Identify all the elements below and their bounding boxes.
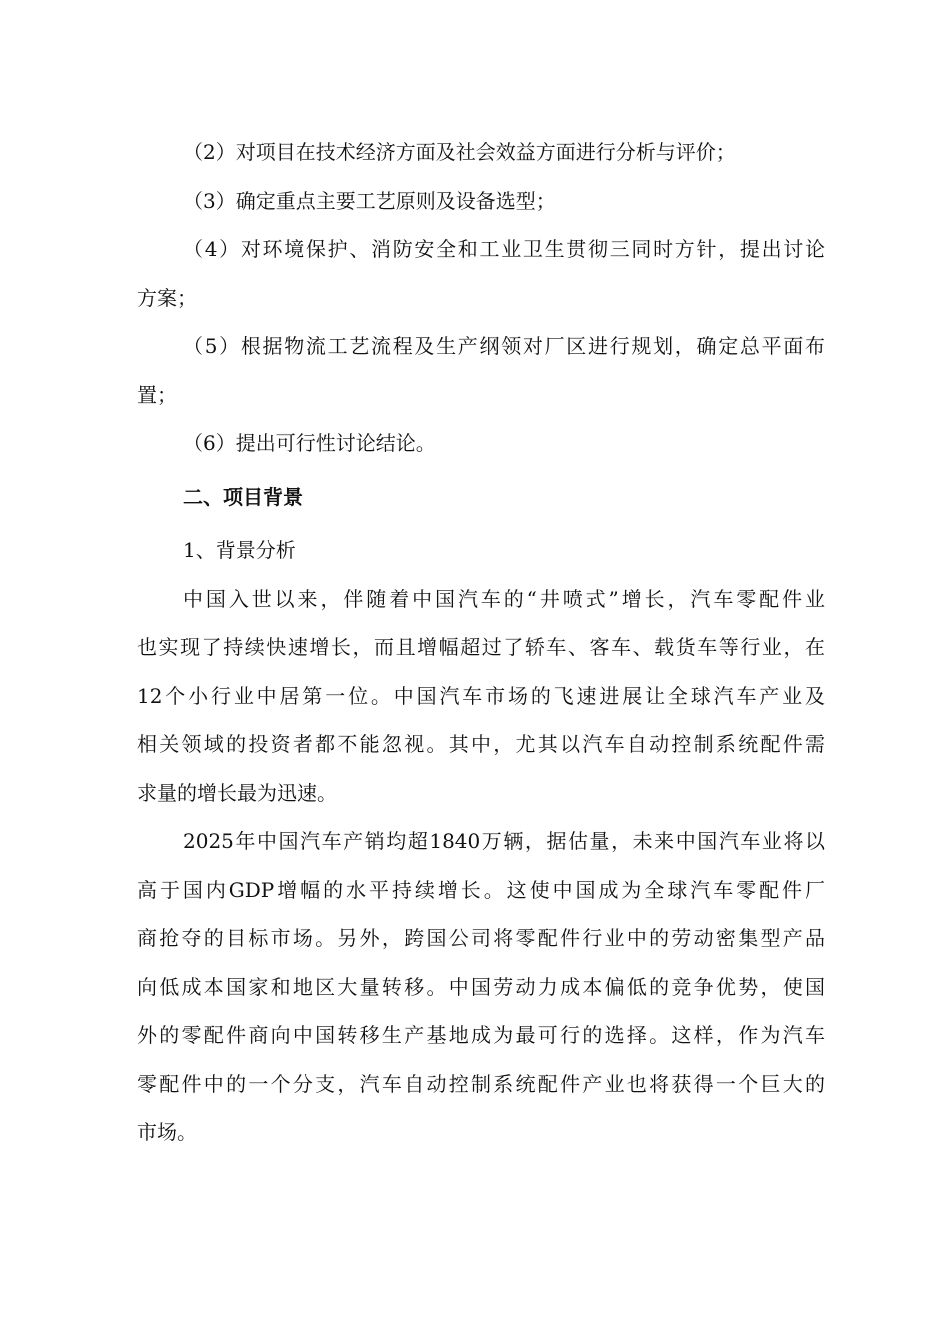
document-page [137, 128, 825, 1157]
list-item-2: （2）对项目在技术经济方面及社会效益方面进行分析与评价； [183, 140, 736, 164]
paragraph-2-line-5: 外的零配件商向中国转移生产基地成为最可行的选择。这样，作为汽车 [137, 1023, 825, 1047]
paragraph-1-line-1: 中国入世以来，伴随着中国汽车的“井喷式”增长，汽车零配件业 [183, 586, 825, 611]
list-item-4-continued: 方案； [137, 285, 197, 310]
paragraph-1-line-2: 也实现了持续快速增长，而且增幅超过了轿车、客车、载货车等行业，在 [137, 635, 825, 659]
paragraph-2-line-3: 商抢夺的目标市场。另外，跨国公司将零配件行业中的劳动密集型产品 [137, 926, 825, 950]
paragraph-2-line-6: 零配件中的一个分支，汽车自动控制系统配件产业也将获得一个巨大的 [137, 1071, 825, 1096]
list-item-3: （3）确定重点主要工艺原则及设备选型； [183, 188, 556, 213]
subsection-heading: 1、背景分析 [183, 538, 296, 562]
paragraph-2-line-2: 高于国内GDP增幅的水平持续增长。这使中国成为全球汽车零配件厂 [137, 877, 825, 902]
section-heading: 二、项目背景 [183, 484, 303, 509]
paragraph-1-line-5: 求量的增长最为迅速。 [137, 780, 337, 805]
list-item-5: （5）根据物流工艺流程及生产纲领对厂区进行规划，确定总平面布 [183, 334, 825, 358]
paragraph-1-line-4: 相关领域的投资者都不能忽视。其中，尤其以汽车自动控制系统配件需 [137, 732, 825, 756]
list-item-5-continued: 置； [137, 382, 177, 407]
paragraph-2-line-7: 市场。 [137, 1120, 197, 1144]
paragraph-2-line-1: 2025年中国汽车产销均超1840万辆，据估量，未来中国汽车业将以 [183, 829, 825, 853]
paragraph-1-line-3: 12个小行业中居第一位。中国汽车市场的飞速进展让全球汽车产业及 [137, 683, 825, 708]
paragraph-2-line-4: 向低成本国家和地区大量转移。中国劳动力成本偏低的竞争优势，使国 [137, 974, 825, 999]
list-item-6: （6）提出可行性讨论结论。 [183, 431, 436, 455]
list-item-4: （4）对环境保护、消防安全和工业卫生贯彻三同时方针，提出讨论 [183, 237, 825, 261]
